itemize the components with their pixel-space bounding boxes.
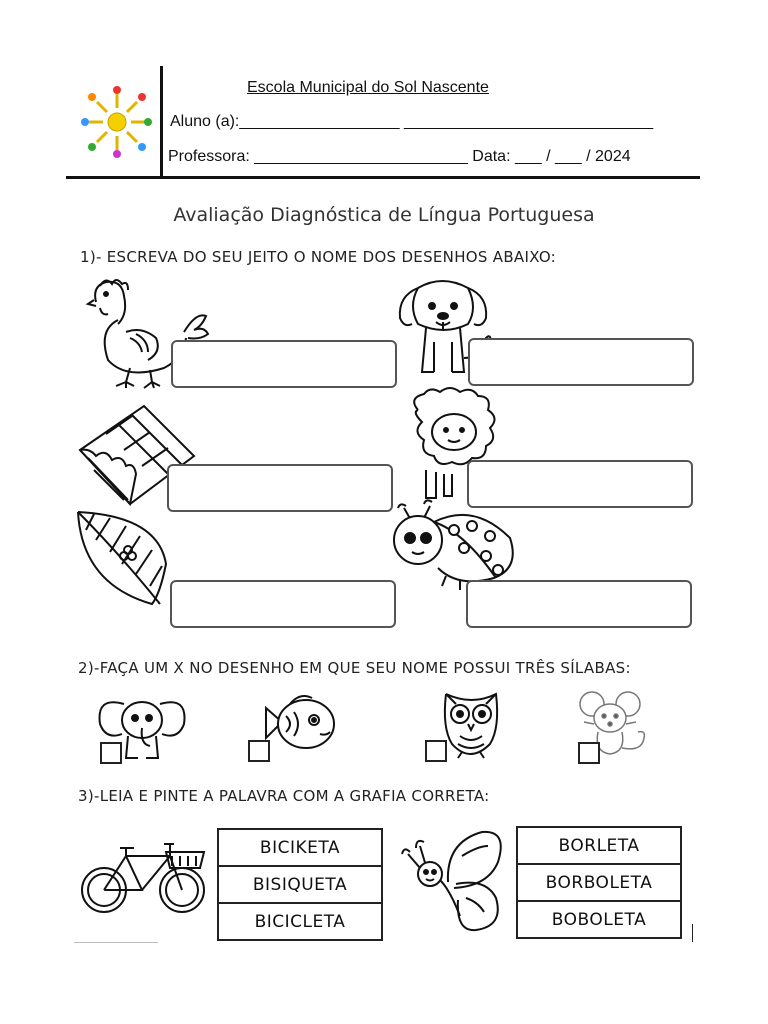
owl-drawing: [440, 690, 502, 762]
student-name-field[interactable]: Aluno (a):__________________ ____________________________: [170, 113, 654, 130]
checkbox-elephant[interactable]: [100, 742, 122, 764]
butterfly-drawing: [400, 832, 508, 936]
word-option[interactable]: BICIKETA: [219, 830, 381, 867]
fish-drawing: [264, 694, 338, 756]
checkbox-mouse[interactable]: [578, 742, 600, 764]
checkbox-owl[interactable]: [425, 740, 447, 762]
checkbox-fish[interactable]: [248, 740, 270, 762]
bottom-frame-right: [692, 924, 693, 942]
school-name: Escola Municipal do Sol Nascente: [247, 79, 489, 96]
ladybug-drawing: [390, 500, 518, 592]
word-option[interactable]: BISIQUETA: [219, 867, 381, 904]
teacher-date-field[interactable]: Professora: ________________________ Data: ___ / ___ / 2024: [168, 148, 631, 165]
word-option[interactable]: BORLETA: [518, 828, 680, 865]
word-option[interactable]: BORBOLETA: [518, 865, 680, 902]
word-option[interactable]: BOBOLETA: [551, 909, 647, 930]
answer-box-rooster[interactable]: [171, 340, 397, 388]
answer-box-ladybug[interactable]: [466, 580, 692, 628]
bicycle-drawing: [80, 836, 208, 916]
answer-box-chocolate[interactable]: [167, 464, 393, 512]
school-logo-icon: [80, 84, 154, 160]
page-title: Avaliação Diagnóstica de Língua Portuguesa: [173, 204, 595, 226]
question-3-text: 3)-LEIA E PINTE A PALAVRA COM A GRAFIA CORRETA:: [78, 787, 490, 805]
header-vertical-rule: [160, 66, 163, 176]
question-1-text: 1)- ESCREVA DO SEU JEITO O NOME DOS DESENHOS ABAIXO:: [80, 248, 557, 266]
header-horizontal-rule: [66, 176, 700, 179]
word-option[interactable]: BICICLETA: [254, 911, 346, 932]
bottom-frame-left: [74, 942, 158, 943]
word-options-butterfly: [516, 826, 682, 939]
word-options-bicycle: [217, 828, 383, 941]
leaf-drawing: [74, 508, 168, 608]
answer-box-leaf[interactable]: [170, 580, 396, 628]
answer-box-dog[interactable]: [468, 338, 694, 386]
question-2-text: 2)-FAÇA UM X NO DESENHO EM QUE SEU NOME POSSUI TRÊS SÍLABAS:: [78, 659, 631, 677]
